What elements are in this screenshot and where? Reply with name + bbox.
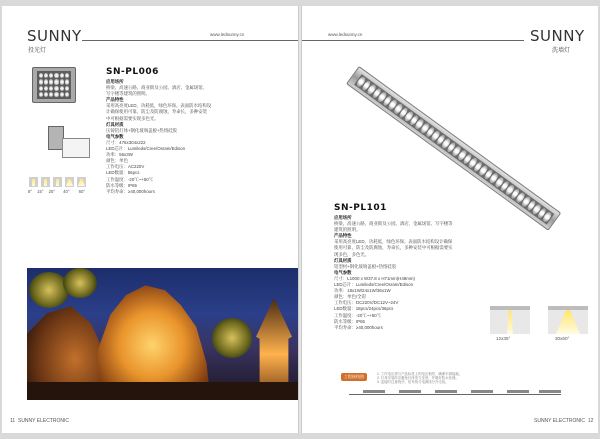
feature-line: 现多色，多色光。: [334, 251, 370, 257]
footer-company: SUNNY ELECTRONIC: [17, 418, 70, 424]
product-specs: [106, 79, 211, 195]
features-heading: 产品特性: [106, 97, 124, 103]
fixture-node: [539, 390, 561, 393]
param-line: 尺寸：L1000 x W37.8 x H71mm(H48mm): [334, 275, 416, 281]
beam-angle-label: 8°: [28, 189, 33, 194]
param-line: 平均寿命：≥40,000hours: [334, 324, 383, 330]
fixture-node: [507, 390, 529, 393]
beam-angle-label: 60°: [78, 189, 86, 194]
page-number: 11: [10, 418, 16, 424]
param-line: 颜色：单色/全彩: [334, 294, 366, 300]
wiring-diagram: [339, 380, 565, 406]
wiring-note: 2. 灯具安装时应避免灯体受力变形，并做好防水处理。: [377, 376, 459, 381]
application-line: 写字楼等建筑的照明。: [106, 91, 150, 97]
wiring-note: 3. 连接时注意线序，信号线与电源线分开走线。: [377, 380, 449, 385]
brand-logo: SUNNY: [27, 27, 82, 45]
features-heading: 产品特性: [334, 233, 352, 239]
beam-angle-icon: [77, 177, 86, 187]
wire: [349, 394, 561, 395]
left-page: [2, 6, 298, 433]
application-line: 桥梁、高速公路、商业街及公园、酒店、金属场馆、写字楼等: [334, 221, 453, 227]
fixture-node: [363, 390, 385, 393]
param-line: 功率：56x3W: [106, 152, 133, 158]
footer-left: [10, 418, 69, 424]
beam-angle-diagram: [490, 306, 530, 334]
beam-angle-label: 40°: [63, 189, 70, 194]
application-heading: 应用场所: [334, 215, 352, 220]
application-line: 建筑的照明。: [334, 227, 361, 233]
tree: [212, 318, 252, 358]
param-line: LED数量：56pcs: [106, 170, 140, 176]
page-number: 12: [587, 418, 594, 424]
beam-angle-diagram: [548, 306, 588, 334]
material-heading: 灯具材质: [334, 257, 352, 263]
floodlight-body: [32, 67, 76, 103]
category-label: 投光灯: [28, 48, 47, 54]
application-heading: 应用场所: [106, 79, 124, 84]
param-line: LED芯片：Lumileds/Cree/Osram/Edison: [334, 282, 414, 288]
wiring-diagram-label: 工程接线图: [341, 373, 367, 381]
fixture-node: [471, 390, 493, 393]
param-line: 平均寿命：≥40,000hours: [106, 188, 155, 194]
brand-logo: SUNNY: [530, 27, 585, 45]
category-label: 洗墙灯: [552, 48, 571, 54]
wiring-note: 1. 工作电压需与产品标签上的电压相符，确保牢固接地。: [377, 372, 463, 376]
beam-angle-label: 25°: [48, 189, 56, 194]
param-line: LED数量：18pcs/24pcs/36pcs: [334, 306, 394, 312]
project-photo: [27, 268, 298, 400]
product-model: SN-PL101: [334, 203, 387, 213]
param-line: 工作温度：-20℃~+50℃: [334, 312, 382, 318]
param-line: 防水等级：IP65: [334, 318, 365, 324]
beam-angle-icons: [29, 177, 86, 187]
fixture-node: [435, 390, 457, 393]
params-heading: 电气参数: [106, 133, 124, 139]
website-url: www.ledsunny.cn: [210, 32, 245, 37]
feature-line: 使用可靠，防尘及防腐蚀，寿命长，多种安装中可根据需要实: [334, 245, 453, 251]
beam-angle-label: 12x35°: [496, 336, 511, 341]
header-rule: [82, 40, 298, 41]
param-line: LED芯片：Lumileds/Cree/Osram/Edison: [106, 146, 186, 152]
right-page: [302, 6, 598, 433]
param-line: 颜色：单色: [106, 158, 128, 164]
website-url: www.ledsunny.cn: [328, 32, 363, 37]
product-specs: [334, 215, 453, 331]
beam-angle-icon: [29, 177, 38, 187]
param-line: 防水等级：IP65: [106, 182, 137, 188]
material-heading: 灯具材质: [106, 121, 124, 127]
beam-angle-icon: [53, 177, 62, 187]
feature-line: 计确保使用可靠，防尘及防腐蚀，寿命长，多种安装: [106, 109, 207, 115]
dimension-drawing: [62, 138, 90, 158]
param-line: 工作电压：DC220V/DC12V~24V: [334, 300, 399, 306]
param-line: 功率：18x1W/24x1W/36x1W: [334, 288, 391, 294]
header-rule: [302, 40, 524, 41]
params-heading: 电气参数: [334, 269, 352, 275]
material-line: 压铸铝灯体+钢化玻璃盖板+热熔硅胶: [106, 127, 177, 133]
beam-angle-icon: [41, 177, 50, 187]
wall-washer-led-array: [354, 74, 554, 224]
footer-right: [534, 418, 593, 424]
beam-angle-labels: [28, 189, 85, 194]
brochure-spread: [2, 6, 598, 433]
param-line: 工作电压：AC220V: [106, 164, 145, 170]
material-line: 铝型材+钢化玻璃盖板+热熔硅胶: [334, 263, 397, 269]
floodlight-led-array: [37, 71, 71, 99]
beam-angle-label: 30x60°: [555, 336, 570, 341]
param-line: 尺寸：476x304x222: [106, 139, 146, 145]
feature-line: 中可根据需要实现多色光。: [106, 115, 159, 121]
fixture-node: [399, 390, 421, 393]
feature-line: 采用高亮度LED，功耗低，绿色环保。表面防水结构设计确保: [334, 239, 453, 245]
ground: [27, 382, 298, 400]
tree: [63, 268, 97, 298]
beam-angle-icon: [65, 177, 74, 187]
beam-angle-label: 15°: [37, 189, 44, 194]
product-model: SN-PL006: [106, 67, 159, 77]
feature-line: 采用高亮度LED，功耗低，绿色环保。表面防水结构设: [106, 103, 212, 109]
footer-company: SUNNY ELECTRONIC: [534, 418, 586, 424]
param-line: 工作温度：-20℃~+50℃: [106, 176, 154, 182]
application-line: 桥梁、高速公路、商业街及公园、酒店、金属场馆、: [106, 85, 207, 91]
